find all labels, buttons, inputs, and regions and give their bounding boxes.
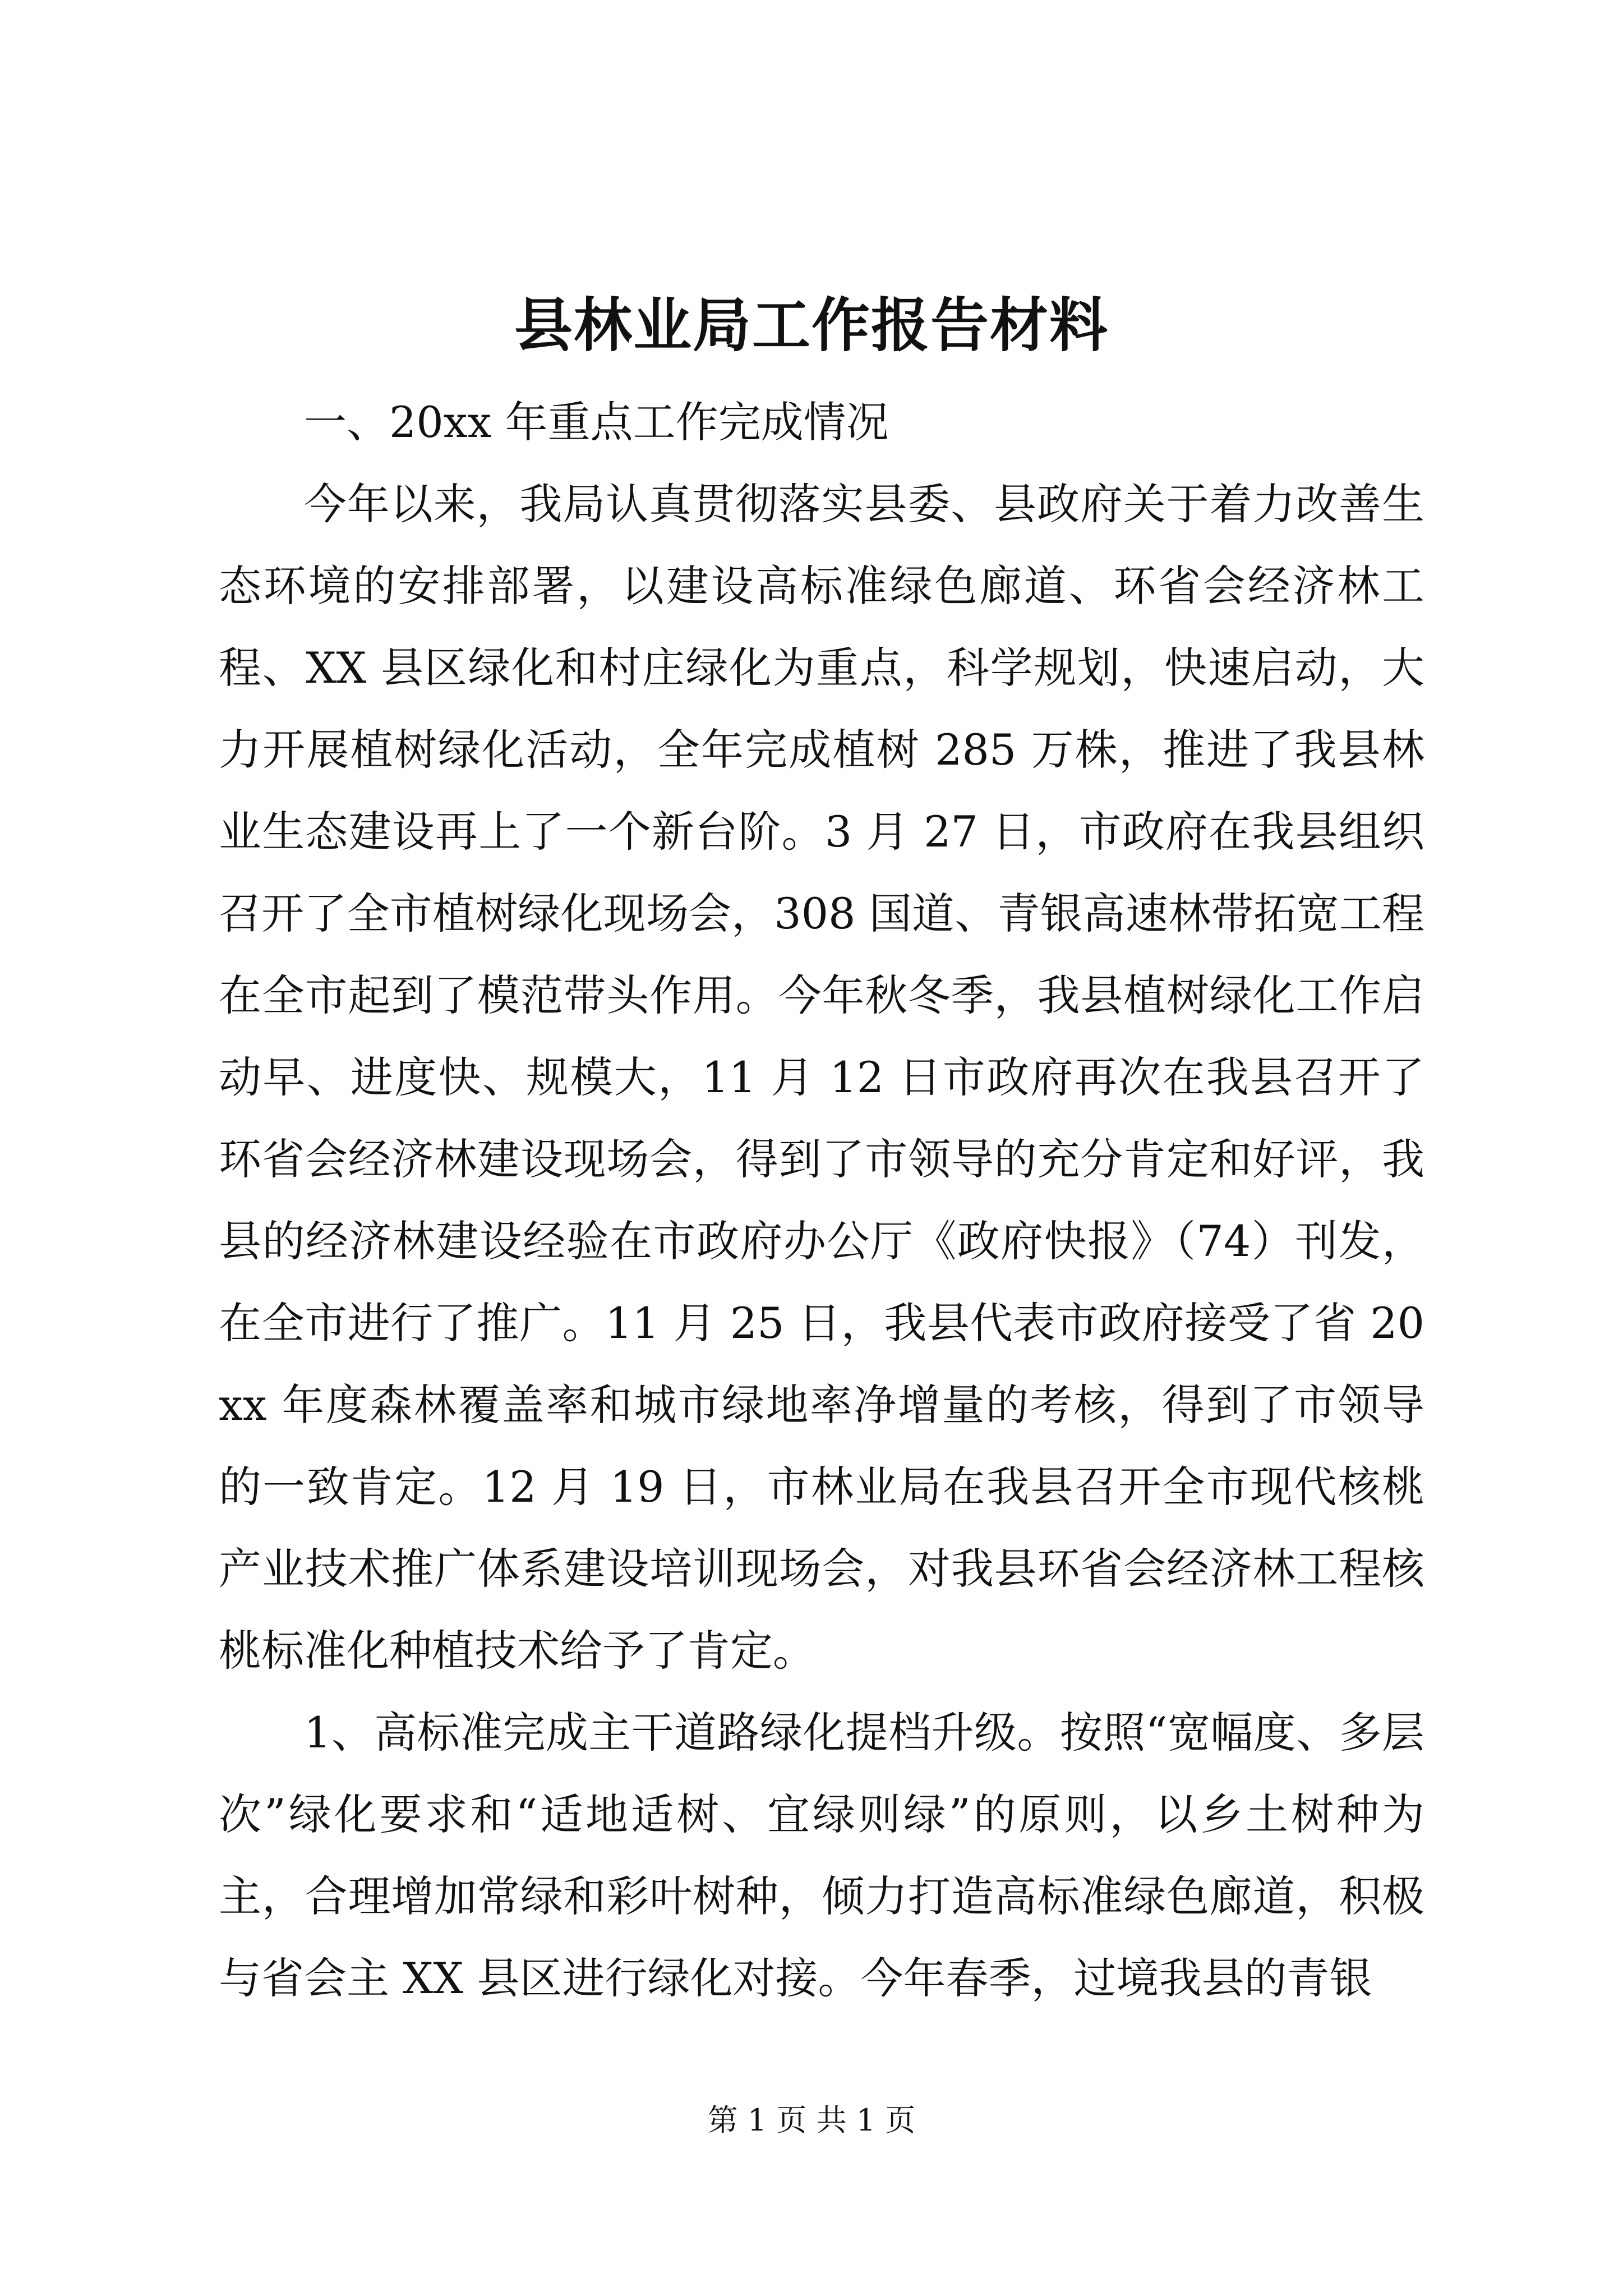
body-paragraph-2: 1、高标准完成主干道路绿化提档升级。按照“宽幅度、多层次”绿化要求和“适地适树、宜绿则绿”的原则，以乡土树种为主，合理增加常绿和彩叶树种，倾力打造高标准绿色廊道，积极与省会主 XX 县区进行绿化对接。今年春季，过境我县的青银 [219,1708,1424,2003]
document-body [219,381,1424,2019]
section-heading: 一、20xx 年重点工作完成情况 [304,397,889,447]
document-title: 县林业局工作报告材料 [514,291,1109,360]
body-paragraph-1: 今年以来，我局认真贯彻落实县委、县政府关于着力改善生态环境的安排部署，以建设高标准绿色廊道、环省会经济林工程、XX 县区绿化和村庄绿化为重点，科学规划，快速启动，大力开展植树绿化活动，全年完成植树 285 万株，推进了我县林业生态建设再上了一个新台阶。3 月 27 日，市政府在我县组织召开了全市植树绿化现场会，308 国道、青银高速林带拓宽工程在全市起到了模范带头作用。今年秋冬季，我县植树绿化工作启动早、进度快、规模大，11 月 12 日市政府再次在我县召开了环省会经济林建设现场会，得到了市领导的充分肯定和好评，我县的经济林建设经验在市政府办公厅《政府快报》（74）刊发，在全市进行了推广。11 月 25 日，我县代表市政府接受了省 20xx 年度森林覆盖率和城市绿地率净增量的考核，得到了市领导的一致肯定。12 月 19 日，市林业局在我县召开全市现代核桃产业技术推广体系建设培训现场会，对我县环省会经济林工程核桃标准化种植技术给予了肯定。 [219,479,1424,1676]
page-number-footer: 第 1 页 共 1 页 [707,2102,916,2138]
